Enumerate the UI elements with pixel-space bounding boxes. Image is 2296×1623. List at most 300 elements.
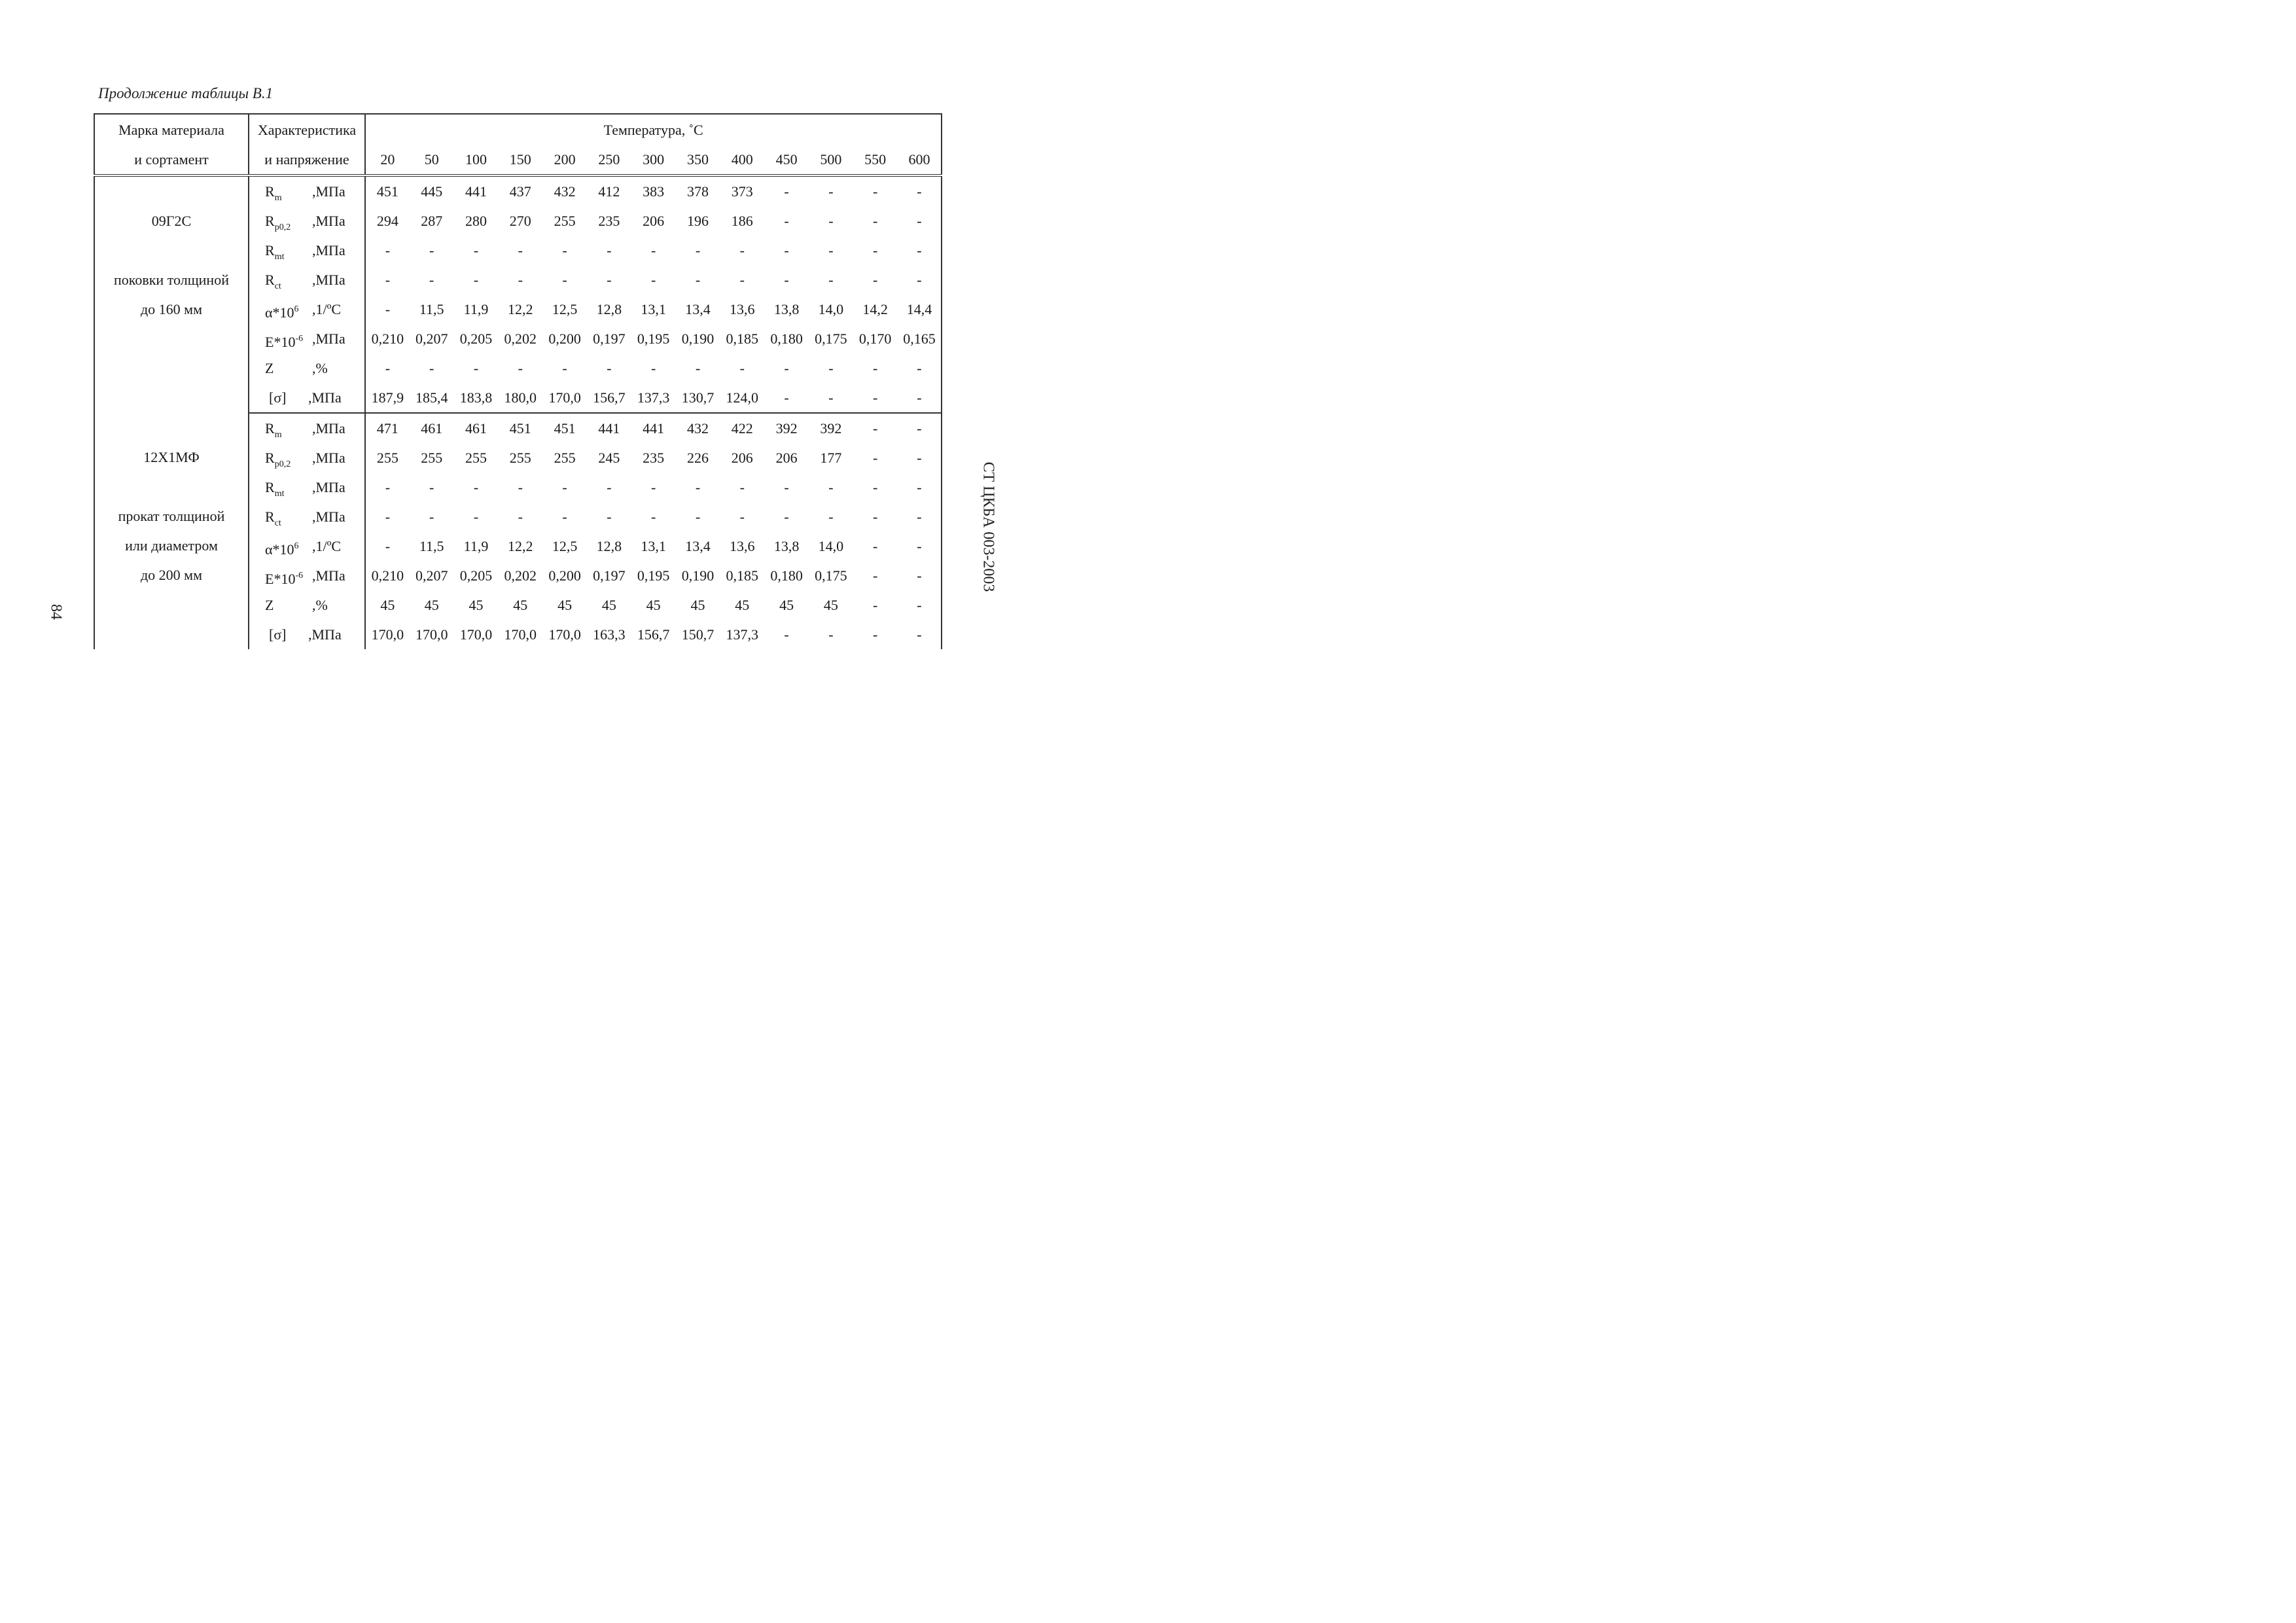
value-cell: - — [828, 242, 834, 259]
value-cell: 461 — [410, 413, 454, 443]
value-cell: - — [473, 508, 479, 525]
stress-value-cell: 150,7 — [681, 626, 715, 643]
header-temperature: 250 — [587, 145, 631, 175]
stress-value-cell: 170,0 — [542, 383, 587, 413]
characteristic-unit: ,% — [312, 360, 328, 376]
symbol-text: R — [265, 242, 275, 259]
value-cell: - — [739, 360, 745, 376]
value-cell: - — [898, 590, 942, 620]
value-cell: - — [429, 479, 434, 495]
table-row — [94, 175, 942, 206]
value-cell: - — [784, 479, 789, 495]
value-cell: 0,200 — [548, 330, 581, 347]
value-cell: 255 — [554, 213, 576, 229]
value-cell: 294 — [376, 213, 398, 229]
value-cell: 383 — [643, 183, 665, 200]
value-cell: 0,190 — [681, 330, 715, 347]
value-cell: 432 — [554, 183, 576, 200]
characteristic-unit: ,МПа — [312, 272, 345, 288]
symbol-subscript: p0,2 — [274, 459, 291, 469]
characteristic-cell — [249, 443, 365, 473]
characteristic-symbol — [265, 414, 282, 443]
value-cell: - — [828, 508, 834, 525]
document-code — [978, 458, 998, 596]
characteristic-symbol — [265, 502, 281, 531]
characteristic-cell — [249, 531, 365, 561]
value-cell: 14,4 — [898, 294, 942, 324]
table-caption: Продолжение таблицы В.1 — [98, 85, 274, 101]
stress-value-cell: 187,9 — [365, 383, 410, 413]
stress-value-cell: 170,0 — [371, 626, 404, 643]
stress-value-cell: 170,0 — [459, 626, 493, 643]
value-cell: - — [651, 508, 656, 525]
value-cell: 255 — [421, 450, 443, 466]
value-cell: 45 — [557, 597, 573, 613]
symbol-subscript: p0,2 — [274, 223, 291, 232]
value-cell: - — [385, 360, 391, 376]
value-cell: - — [385, 272, 391, 288]
value-cell: - — [739, 272, 745, 288]
value-cell: - — [873, 360, 878, 376]
value-cell: - — [784, 242, 789, 259]
value-cell: - — [853, 413, 898, 443]
value-cell: - — [518, 242, 523, 259]
value-cell: - — [873, 450, 878, 466]
characteristic-unit: ,1/ºC — [312, 538, 342, 554]
value-cell: - — [695, 508, 701, 525]
symbol-text: R — [265, 508, 275, 525]
stress-value-cell: 170,0 — [548, 626, 581, 643]
value-cell: 0,205 — [459, 330, 493, 347]
value-cell: 45 — [513, 597, 528, 613]
stress-value-cell: 170,0 — [504, 626, 537, 643]
value-cell: - — [898, 206, 942, 236]
value-cell: - — [385, 479, 391, 495]
value-cell: 45 — [424, 597, 439, 613]
value-cell: 432 — [676, 413, 720, 443]
value-cell: - — [873, 479, 878, 495]
value-cell: 471 — [365, 413, 410, 443]
value-cell: - — [739, 508, 745, 525]
value-cell: 45 — [690, 597, 705, 613]
value-cell: 45 — [779, 597, 794, 613]
characteristic-cell — [249, 236, 365, 265]
material-grade: 09Г2С — [151, 213, 192, 229]
value-cell: - — [873, 272, 878, 288]
value-cell: - — [784, 183, 789, 200]
header-temperature: 150 — [498, 145, 542, 175]
stress-value-cell: 180,0 — [498, 383, 542, 413]
value-cell: 0,180 — [770, 330, 803, 347]
value-cell: 0,200 — [548, 567, 581, 584]
page-number — [46, 599, 65, 625]
value-cell: 0,207 — [415, 330, 448, 347]
value-cell: 13,6 — [730, 538, 755, 554]
value-cell: 12,5 — [552, 301, 578, 317]
value-cell: - — [385, 242, 391, 259]
value-cell: - — [828, 272, 834, 288]
value-cell: - — [784, 272, 789, 288]
symbol-subscript: ct — [274, 281, 281, 291]
characteristic-unit: ,МПа — [312, 330, 345, 347]
stress-value-cell: 130,7 — [676, 383, 720, 413]
value-cell: - — [695, 479, 701, 495]
characteristic-unit: ,МПа — [312, 567, 345, 584]
value-cell: 0,210 — [371, 330, 404, 347]
material-description — [95, 177, 248, 324]
value-cell: - — [898, 443, 942, 473]
stress-value-cell: 124,0 — [720, 383, 764, 413]
value-cell: 13,4 — [685, 301, 711, 317]
value-cell: - — [562, 479, 567, 495]
value-cell: - — [695, 272, 701, 288]
value-cell: - — [607, 479, 612, 495]
material-cell — [94, 175, 249, 413]
characteristic-cell — [249, 324, 365, 353]
value-cell: 255 — [465, 450, 487, 466]
value-cell: 270 — [509, 213, 531, 229]
value-cell: - — [651, 479, 656, 495]
value-cell: 12,5 — [552, 538, 578, 554]
characteristic-unit: ,МПа — [308, 626, 342, 643]
header-temperature: 20 — [365, 145, 410, 175]
value-cell: 13,1 — [641, 538, 666, 554]
value-cell: - — [898, 473, 942, 502]
value-cell: 437 — [509, 183, 531, 200]
value-cell: - — [784, 213, 789, 229]
symbol-text: α*10 — [265, 541, 294, 558]
value-cell: - — [429, 360, 434, 376]
value-cell: - — [518, 360, 523, 376]
characteristic-symbol — [265, 531, 299, 561]
symbol-text: R — [265, 213, 275, 229]
value-cell: 0,185 — [726, 330, 759, 347]
document-code-text: СТ ЦКБА 003-2003 — [980, 461, 997, 592]
material-form-line: поковки толщиной — [114, 272, 229, 288]
value-cell: 13,8 — [773, 301, 800, 317]
value-cell: 45 — [468, 597, 484, 613]
value-cell: - — [695, 242, 701, 259]
stress-symbol: [σ] — [269, 626, 287, 643]
value-cell: - — [607, 242, 612, 259]
value-cell: - — [607, 360, 612, 376]
symbol-text: E*10 — [265, 334, 296, 350]
value-cell: 13,6 — [730, 301, 755, 317]
stress-value-cell: - — [898, 620, 942, 649]
value-cell: - — [651, 360, 656, 376]
header-char-line2: и напряжение — [249, 145, 365, 175]
characteristic-cell — [249, 294, 365, 324]
symbol-text: R — [265, 420, 275, 437]
symbol-superscript: -6 — [295, 571, 304, 580]
value-cell: 12,8 — [596, 538, 622, 554]
value-cell: - — [473, 479, 479, 495]
value-cell: - — [784, 360, 789, 376]
value-cell: 13,8 — [773, 538, 800, 554]
value-cell: 441 — [631, 413, 676, 443]
value-cell: - — [898, 502, 942, 531]
value-cell: 373 — [731, 183, 753, 200]
value-cell: 0,197 — [593, 330, 626, 347]
symbol-superscript: -6 — [295, 334, 304, 344]
characteristic-symbol — [265, 590, 274, 620]
header-char-line1: Характеристика — [249, 114, 365, 145]
value-cell: 177 — [820, 450, 842, 466]
value-cell: - — [873, 213, 878, 229]
value-cell: 461 — [454, 413, 499, 443]
value-cell: 0,202 — [504, 567, 537, 584]
value-cell: - — [385, 538, 391, 554]
stress-value-cell: - — [898, 383, 942, 413]
characteristic-symbol — [265, 236, 284, 265]
characteristic-symbol — [265, 265, 281, 294]
material-description — [95, 413, 248, 590]
header-temperature: 50 — [410, 145, 454, 175]
value-cell: 206 — [643, 213, 665, 229]
symbol-subscript: mt — [274, 489, 285, 499]
symbol-text: R — [265, 450, 275, 466]
header-temperature: 400 — [720, 145, 764, 175]
symbol-superscript: 6 — [294, 541, 299, 551]
characteristic-cell — [249, 561, 365, 590]
value-cell: - — [873, 183, 878, 200]
stress-value-cell: 137,3 — [631, 383, 676, 413]
value-cell: - — [898, 265, 942, 294]
value-cell: 280 — [465, 213, 487, 229]
value-cell: 0,175 — [815, 330, 847, 347]
symbol-subscript: ct — [274, 518, 281, 528]
characteristic-cell — [249, 265, 365, 294]
stress-value-cell: 170,0 — [415, 626, 448, 643]
value-cell: - — [873, 508, 878, 525]
header-temperature: 450 — [764, 145, 809, 175]
characteristic-cell — [249, 473, 365, 502]
stress-value-cell: - — [764, 383, 809, 413]
value-cell: 0,180 — [770, 567, 803, 584]
value-cell: - — [473, 242, 479, 259]
value-cell: - — [873, 538, 878, 554]
symbol-text: R — [265, 183, 275, 200]
stress-value-cell: - — [784, 626, 789, 643]
value-cell: - — [739, 479, 745, 495]
value-cell: 0,210 — [371, 567, 404, 584]
header-temperature: 600 — [898, 145, 942, 175]
symbol-text: α*10 — [265, 304, 294, 321]
symbol-superscript: 6 — [294, 304, 299, 314]
value-cell: 14,2 — [862, 301, 888, 317]
value-cell: 422 — [720, 413, 764, 443]
value-cell: - — [898, 531, 942, 561]
material-cell — [94, 413, 249, 649]
value-cell: 206 — [731, 450, 753, 466]
value-cell: 45 — [646, 597, 661, 613]
characteristic-symbol — [265, 443, 291, 473]
value-cell: 392 — [764, 413, 809, 443]
characteristic-symbol — [265, 353, 274, 383]
header-temperature: 300 — [631, 145, 676, 175]
symbol-subscript: m — [274, 430, 282, 440]
value-cell: - — [473, 272, 479, 288]
characteristic-unit: ,МПа — [312, 479, 345, 495]
value-cell: 206 — [775, 450, 798, 466]
value-cell: - — [385, 508, 391, 525]
characteristic-symbol — [265, 177, 282, 206]
value-cell: - — [385, 301, 391, 317]
value-cell: - — [898, 175, 942, 206]
table-header — [94, 114, 942, 175]
value-cell: - — [562, 508, 567, 525]
characteristic-cell — [249, 175, 365, 206]
value-cell: 0,165 — [898, 324, 942, 353]
value-cell: 0,205 — [459, 567, 493, 584]
value-cell: 255 — [554, 450, 576, 466]
value-cell: - — [607, 508, 612, 525]
characteristic-unit: ,% — [312, 597, 328, 613]
stress-value-cell: 185,4 — [410, 383, 454, 413]
value-cell: - — [898, 236, 942, 265]
header-temperature: 200 — [542, 145, 587, 175]
value-cell: 245 — [598, 450, 620, 466]
header-material-line1: Марка материала — [94, 114, 249, 145]
characteristic-unit: ,МПа — [312, 242, 345, 259]
characteristic-cell — [249, 620, 365, 649]
symbol-text: R — [265, 272, 275, 288]
material-form-line: до 200 мм — [140, 567, 203, 583]
value-cell: 0,207 — [415, 567, 448, 584]
stress-value-cell: 163,3 — [593, 626, 626, 643]
characteristic-unit: ,МПа — [312, 183, 345, 200]
material-spacer — [95, 472, 248, 501]
header-temperature: 550 — [853, 145, 898, 175]
header-material-line2: и сортамент — [94, 145, 249, 175]
characteristic-symbol — [265, 473, 284, 502]
characteristic-cell — [249, 413, 365, 443]
characteristic-symbol — [265, 206, 291, 236]
characteristic-symbol — [265, 561, 303, 590]
value-cell: - — [784, 508, 789, 525]
value-cell: 226 — [686, 450, 709, 466]
characteristic-cell — [249, 502, 365, 531]
stress-value-cell: 137,3 — [726, 626, 759, 643]
value-cell: 412 — [598, 183, 620, 200]
value-cell: - — [898, 413, 942, 443]
value-cell: - — [873, 567, 878, 584]
stress-value-cell: - — [809, 383, 853, 413]
stress-value-cell: 183,8 — [454, 383, 499, 413]
characteristic-symbol — [265, 324, 303, 353]
characteristic-cell — [249, 353, 365, 383]
value-cell: 0,190 — [681, 567, 715, 584]
value-cell: 12,2 — [508, 538, 533, 554]
value-cell: 11,9 — [463, 301, 489, 317]
symbol-text: E*10 — [265, 571, 296, 587]
material-spacer — [95, 413, 248, 442]
value-cell: 12,2 — [508, 301, 533, 317]
value-cell: 451 — [376, 183, 398, 200]
value-cell: 0,185 — [726, 567, 759, 584]
value-cell: - — [828, 183, 834, 200]
characteristic-unit: ,1/ºC — [312, 301, 342, 317]
characteristic-cell — [249, 590, 365, 620]
material-form-line: прокат толщиной — [118, 508, 225, 524]
stress-value-cell: - — [873, 626, 878, 643]
properties-table — [94, 113, 942, 649]
material-form-line: до 160 мм — [140, 301, 203, 317]
value-cell: - — [651, 242, 656, 259]
stress-value-cell: - — [828, 626, 834, 643]
value-cell: - — [695, 360, 701, 376]
characteristic-unit: ,МПа — [312, 420, 345, 437]
value-cell: 45 — [823, 597, 838, 613]
value-cell: 287 — [421, 213, 443, 229]
value-cell: 13,4 — [685, 538, 711, 554]
value-cell: 186 — [731, 213, 753, 229]
value-cell: 13,1 — [641, 301, 666, 317]
header-temperature-label: Температура, ˚С — [365, 114, 942, 145]
value-cell: - — [562, 242, 567, 259]
value-cell: - — [828, 479, 834, 495]
value-cell: 451 — [498, 413, 542, 443]
value-cell: - — [473, 360, 479, 376]
value-cell: 12,8 — [596, 301, 622, 317]
value-cell: 11,5 — [419, 538, 444, 554]
stress-value-cell: 156,7 — [587, 383, 631, 413]
value-cell: 11,5 — [419, 301, 444, 317]
value-cell: 0,202 — [504, 330, 537, 347]
value-cell: 392 — [809, 413, 853, 443]
value-cell: - — [739, 242, 745, 259]
value-cell: 235 — [643, 450, 665, 466]
characteristic-unit: ,МПа — [312, 508, 345, 525]
table-body — [94, 175, 942, 649]
value-cell: - — [873, 242, 878, 259]
value-cell: 441 — [465, 183, 487, 200]
value-cell: - — [562, 272, 567, 288]
value-cell: - — [518, 508, 523, 525]
value-cell: - — [828, 360, 834, 376]
value-cell: - — [651, 272, 656, 288]
material-spacer — [95, 177, 248, 206]
symbol-subscript: mt — [274, 252, 285, 262]
value-cell: - — [873, 597, 878, 613]
material-form-line: или диаметром — [125, 537, 218, 554]
value-cell: - — [429, 508, 434, 525]
header-temperature: 500 — [809, 145, 853, 175]
material-grade: 12Х1МФ — [143, 449, 200, 465]
table-row — [94, 413, 942, 443]
stress-value-cell: 156,7 — [637, 626, 670, 643]
symbol-text: R — [265, 479, 275, 495]
symbol-text: Z — [265, 360, 274, 376]
value-cell: - — [518, 272, 523, 288]
value-cell: 45 — [735, 597, 750, 613]
value-cell: 45 — [601, 597, 616, 613]
value-cell: 441 — [587, 413, 631, 443]
value-cell: 0,175 — [815, 567, 847, 584]
value-cell: 0,170 — [858, 330, 892, 347]
value-cell: - — [828, 213, 834, 229]
value-cell: - — [607, 272, 612, 288]
value-cell: 196 — [686, 213, 709, 229]
symbol-text: Z — [265, 597, 274, 613]
material-spacer — [95, 236, 248, 265]
symbol-subscript: m — [274, 193, 282, 203]
value-cell: 255 — [376, 450, 398, 466]
characteristic-cell — [249, 383, 365, 413]
value-cell: 45 — [380, 597, 395, 613]
value-cell: 0,195 — [637, 330, 670, 347]
value-cell: 0,197 — [593, 567, 626, 584]
